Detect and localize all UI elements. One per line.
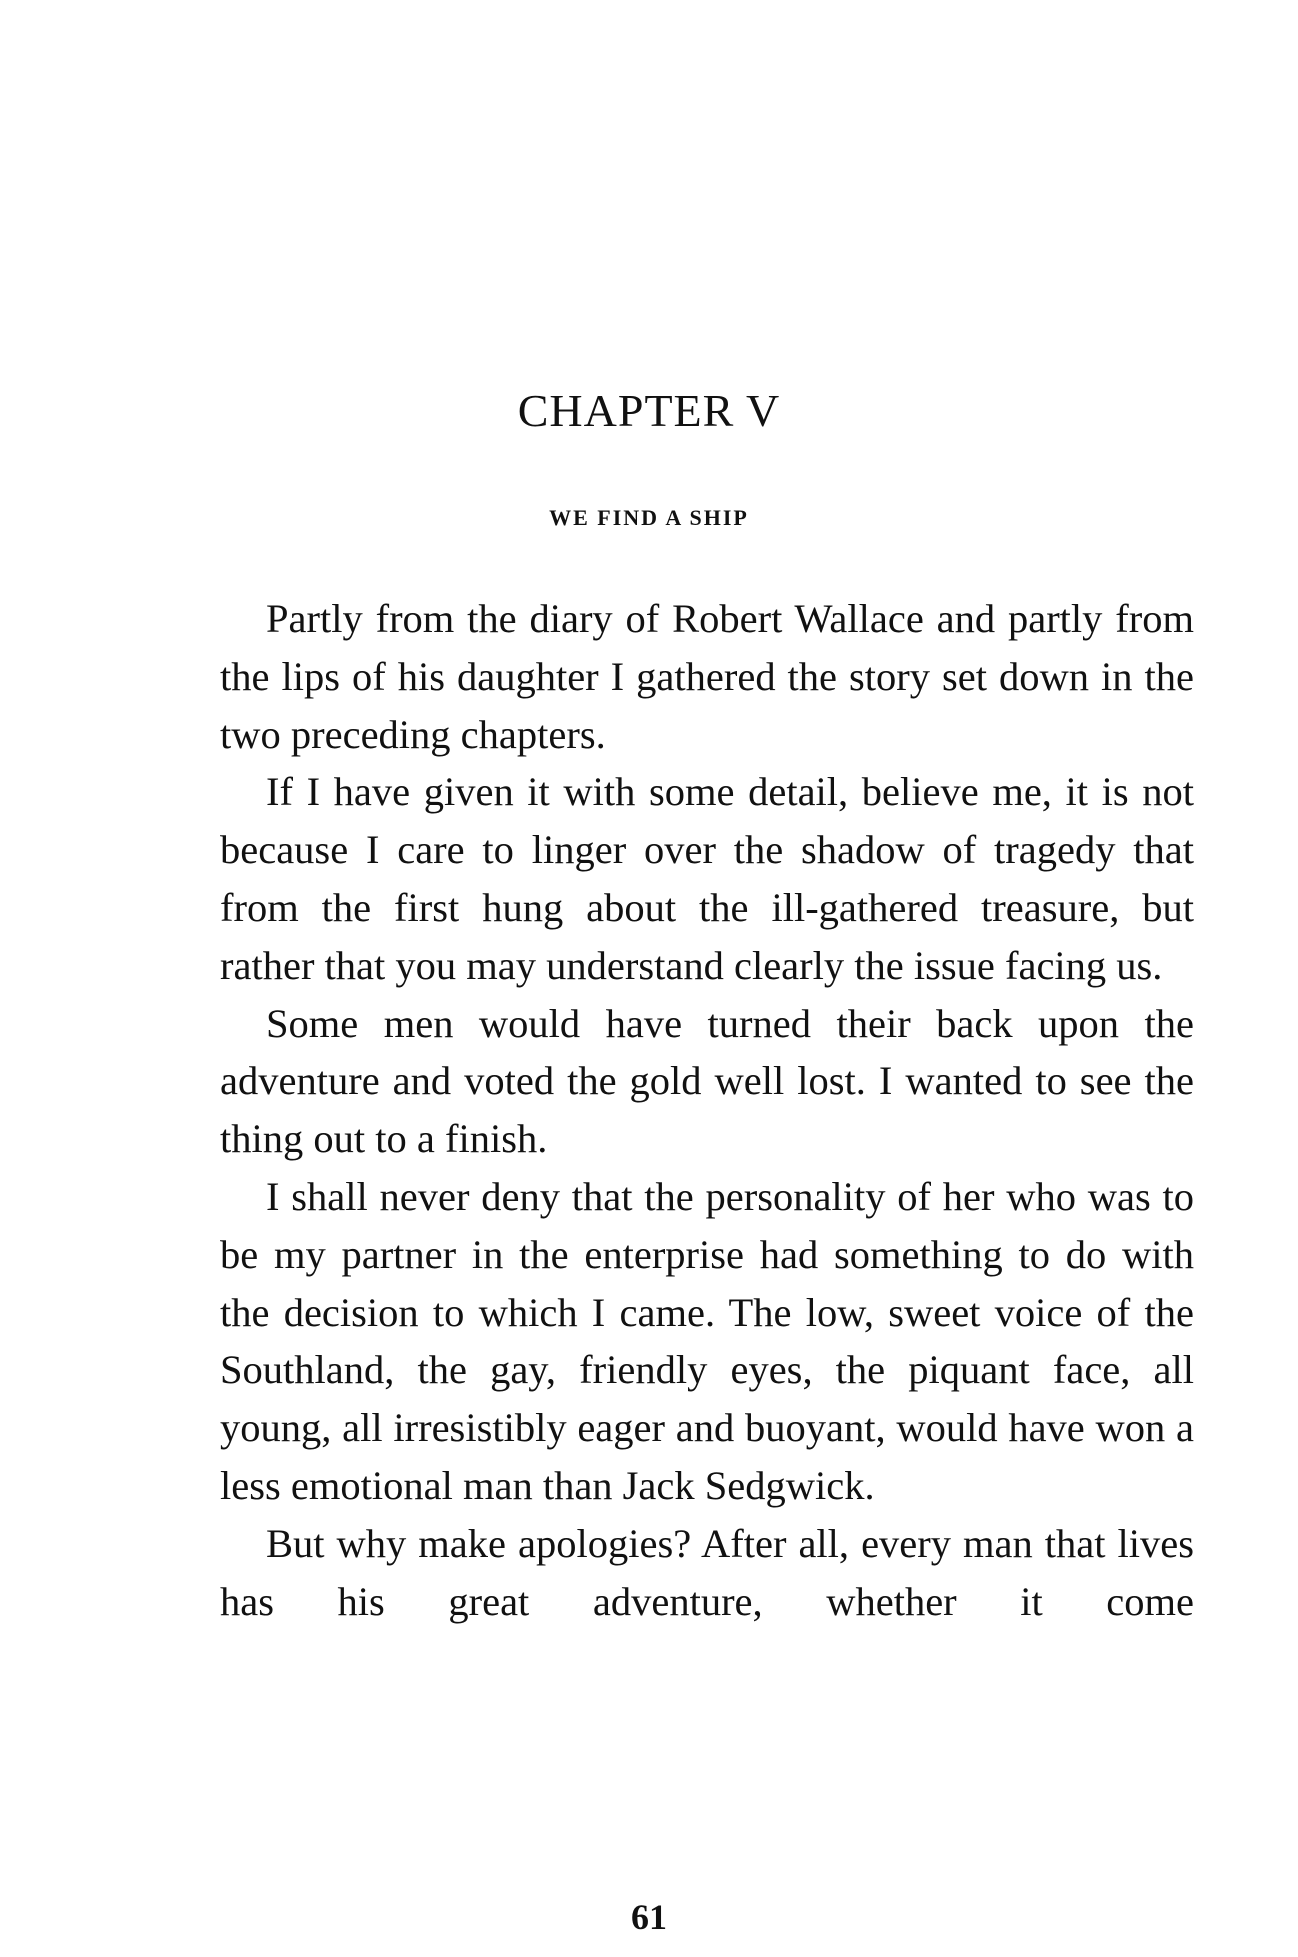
chapter-subtitle: WE FIND A SHIP	[549, 505, 749, 530]
chapter-title: CHAPTER V	[517, 385, 781, 436]
body-text	[220, 590, 1194, 1630]
paragraph: Some men would have turned their back upon the adventure and voted the gold well lost. I wanted to see the thing out to a finish.	[220, 1000, 1194, 1162]
paragraph: But why make apologies? After all, every man that lives has his great adventure, whether it come	[220, 1520, 1194, 1624]
paragraph: Partly from the diary of Robert Wallace and partly from the lips of his daughter I gathered the story set down in the two preceding chapters.	[220, 596, 1194, 757]
paragraph: If I have given it with some detail, believe me, it is not because I care to linger over the shadow of tragedy that from the first hung about the ill-gathered treasure, but rather that you may understand clearly the issue facing us.	[220, 769, 1194, 988]
page-number: 61	[631, 1897, 667, 1937]
paragraph: I shall never deny that the personality of her who was to be my partner in the enterprise had something to do with the decision to which I came. The low, sweet voice of the Southland, the gay, friendly eyes, the piquant face, all young, all irresistibly eager and buoyant, would have won a less emotional man than Jack Sedgwick.	[220, 1173, 1194, 1508]
